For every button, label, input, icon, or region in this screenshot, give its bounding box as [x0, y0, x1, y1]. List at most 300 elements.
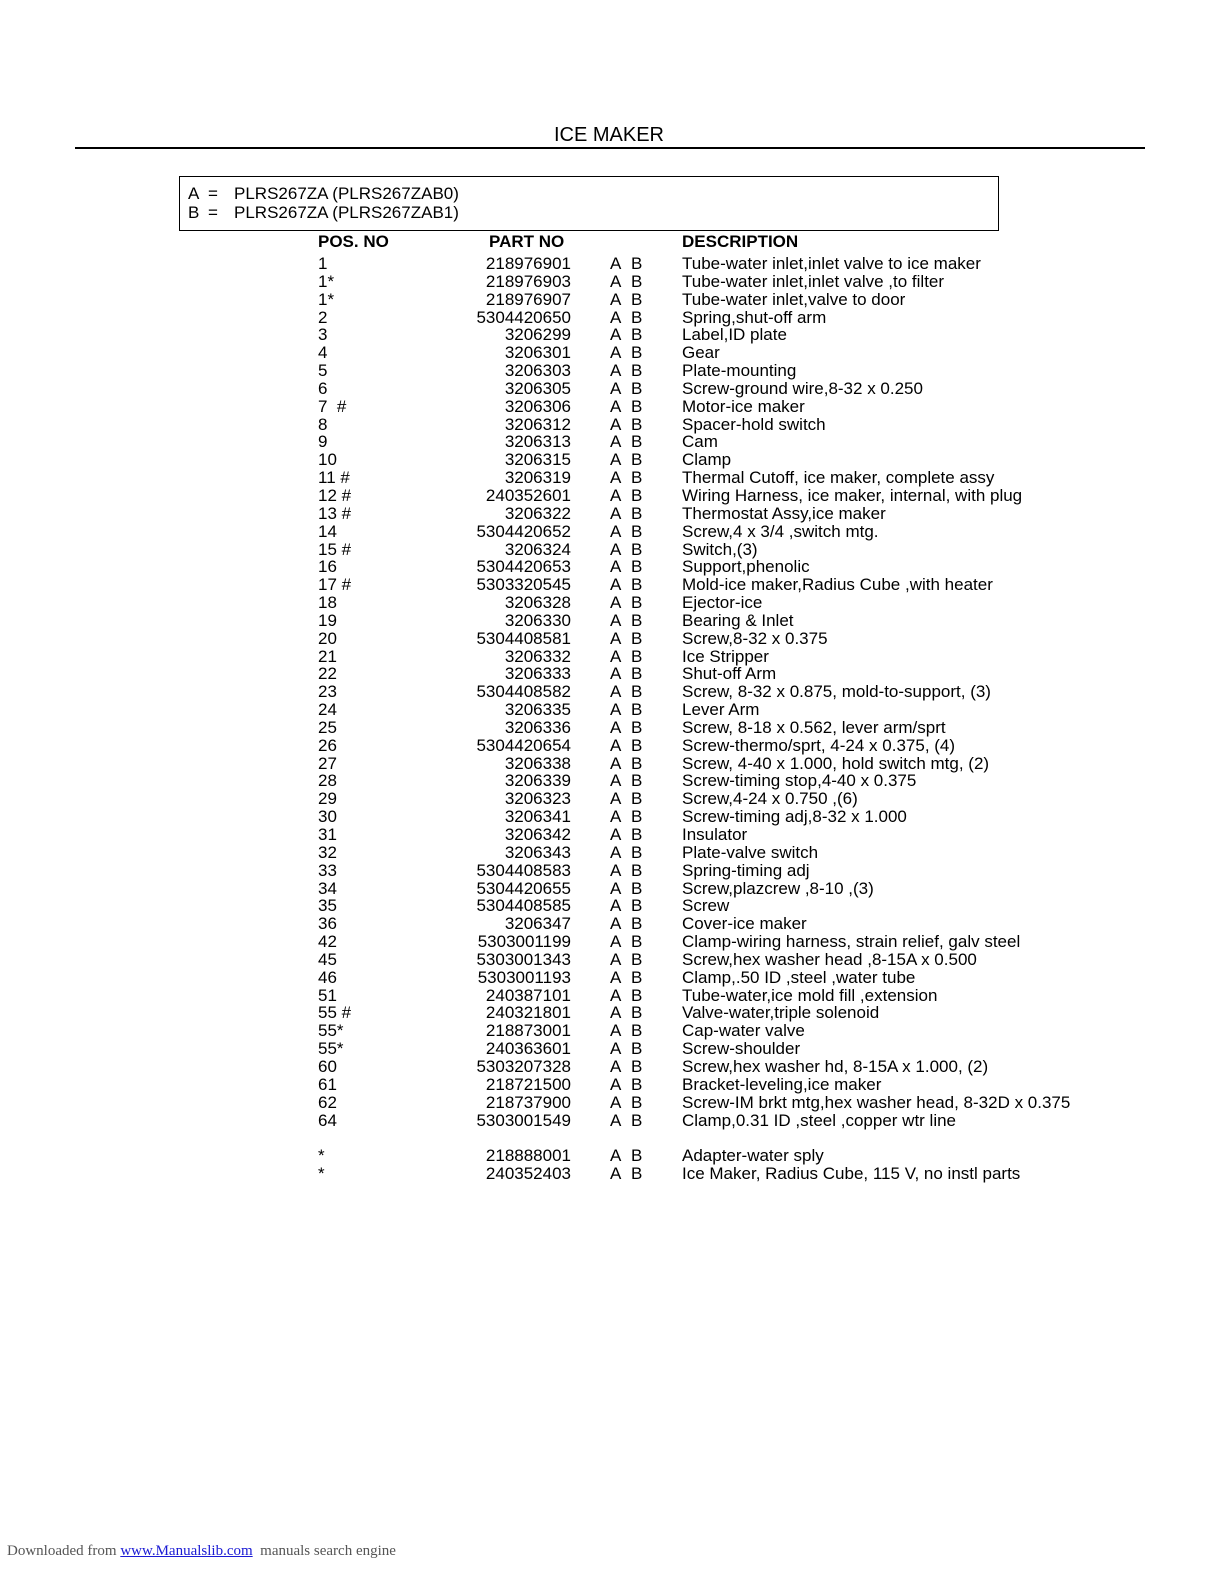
model-b-cell: B	[631, 1003, 643, 1023]
pos-no-cell: 35	[318, 896, 337, 916]
part-no-cell: 3206330	[504, 610, 571, 630]
part-row	[0, 880, 1224, 898]
part-no-cell: 5304408582	[476, 682, 571, 702]
model-equals: =	[208, 203, 218, 222]
model-a-cell: A	[610, 575, 622, 595]
model-b-cell: B	[631, 896, 643, 916]
model-b-cell: B	[631, 735, 643, 755]
model-a-cell: A	[610, 878, 622, 898]
part-row	[0, 469, 1224, 487]
description-cell: Screw,hex washer head ,8-15A x 0.500	[682, 949, 977, 969]
part-row	[0, 719, 1224, 737]
description-cell: Wiring Harness, ice maker, internal, with plug	[682, 485, 1023, 505]
part-no-cell: 3206343	[504, 842, 571, 862]
part-no-cell: 3206312	[504, 414, 571, 434]
description-cell: Plate-valve switch	[682, 842, 819, 862]
pos-no-cell: 25	[318, 717, 337, 737]
pos-no-cell: 1*	[318, 289, 335, 309]
description-cell: Screw,4-24 x 0.750 ,(6)	[682, 789, 858, 809]
part-no-cell: 218873001	[485, 1021, 571, 1041]
part-no-cell: 3206342	[504, 825, 571, 844]
part-no-cell: 3206323	[504, 789, 571, 809]
description-cell: Spring-timing adj	[682, 860, 810, 880]
model-b-cell: B	[631, 1074, 643, 1094]
description-cell: Cover-ice maker	[682, 914, 807, 934]
model-b-cell: B	[631, 450, 643, 470]
part-no-cell: 3206305	[504, 378, 571, 398]
part-no-cell: 3206303	[504, 361, 571, 381]
pos-no-cell: 1	[318, 254, 328, 273]
part-row	[0, 594, 1224, 612]
description-cell: Motor-ice maker	[682, 396, 805, 416]
part-no-cell: 3206332	[504, 646, 571, 666]
header-part-no: PART NO	[489, 232, 565, 251]
model-b-cell: B	[631, 414, 643, 434]
pos-no-cell: 2	[318, 307, 328, 327]
description-cell: Label,ID plate	[682, 325, 787, 345]
part-row	[0, 683, 1224, 701]
model-b-cell: B	[631, 396, 643, 416]
part-row	[0, 1058, 1224, 1076]
part-row	[0, 1022, 1224, 1040]
model-b-cell: B	[631, 825, 643, 844]
description-cell: Tube-water inlet,inlet valve to ice maker	[682, 254, 981, 273]
model-b-cell: B	[631, 967, 643, 987]
model-a-cell: A	[610, 1003, 622, 1023]
part-row	[0, 1076, 1224, 1094]
pos-no-cell: 34	[318, 878, 337, 898]
description-cell: Ice Stripper	[682, 646, 769, 666]
pos-no-cell: 6	[318, 378, 328, 398]
model-a-cell: A	[610, 1146, 622, 1166]
description-cell: Clamp	[682, 450, 732, 470]
description-cell: Switch,(3)	[682, 539, 758, 559]
part-row	[0, 291, 1224, 309]
model-a-cell: A	[610, 254, 622, 273]
part-no-cell: 240321801	[485, 1003, 571, 1023]
part-row	[0, 309, 1224, 327]
pos-no-cell: 7 #	[318, 396, 347, 416]
part-no-cell: 5303001193	[477, 967, 571, 987]
model-a-cell: A	[610, 646, 622, 666]
description-cell: Thermostat Assy,ice maker	[682, 503, 886, 523]
part-row	[0, 558, 1224, 576]
model-a-cell: A	[610, 1074, 622, 1094]
part-row	[0, 505, 1224, 523]
model-b-cell: B	[631, 700, 643, 720]
description-cell: Screw-shoulder	[682, 1039, 801, 1059]
part-no-cell: 3206339	[504, 771, 571, 791]
part-row	[0, 648, 1224, 666]
pos-no-cell: 9	[318, 432, 328, 452]
model-a-cell: A	[610, 967, 622, 987]
model-b-cell: B	[631, 468, 643, 488]
model-b-cell: B	[631, 289, 643, 309]
model-a-cell: A	[610, 628, 622, 648]
description-cell: Screw,hex washer hd, 8-15A x 1.000, (2)	[682, 1056, 989, 1076]
model-a-cell: A	[610, 539, 622, 559]
model-a-cell: A	[610, 914, 622, 934]
model-a-cell: A	[610, 985, 622, 1005]
model-b-cell: B	[631, 432, 643, 452]
description-cell: Spring,shut-off arm	[682, 307, 827, 327]
model-a-cell: A	[610, 717, 622, 737]
description-cell: Cap-water valve	[682, 1021, 805, 1041]
part-no-cell: 5304420650	[476, 307, 571, 327]
download-footer	[7, 1543, 396, 1560]
model-b-cell: B	[631, 1056, 643, 1076]
model-b-cell: B	[631, 485, 643, 505]
pos-no-cell: 60	[318, 1056, 337, 1076]
model-a-cell: A	[610, 1164, 622, 1184]
part-row	[0, 737, 1224, 755]
pos-no-cell: 51	[318, 985, 337, 1005]
description-cell: Screw,8-32 x 0.375	[682, 628, 828, 648]
part-no-cell: 5303207328	[476, 1056, 571, 1076]
model-b-cell: B	[631, 807, 643, 827]
pos-no-cell: 42	[318, 932, 337, 952]
model-a-cell: A	[610, 610, 622, 630]
description-cell: Tube-water,ice mold fill ,extension	[682, 985, 938, 1005]
part-no-cell: 3206315	[504, 450, 571, 470]
description-cell: Adapter-water sply	[682, 1146, 824, 1166]
pos-no-cell: 16	[318, 557, 337, 577]
part-row	[0, 362, 1224, 380]
model-a-cell: A	[610, 949, 622, 969]
part-row	[0, 1112, 1224, 1130]
part-row	[0, 844, 1224, 862]
pos-no-cell: 33	[318, 860, 337, 880]
pos-no-cell: 12 #	[318, 485, 352, 505]
model-a-cell: A	[610, 289, 622, 309]
part-no-cell: 5304420652	[476, 521, 571, 541]
model-b-cell: B	[631, 914, 643, 934]
model-a-cell: A	[610, 503, 622, 523]
model-value: PLRS267ZA (PLRS267ZAB0)	[234, 184, 459, 203]
description-cell: Clamp,.50 ID ,steel ,water tube	[682, 967, 916, 987]
part-row	[0, 933, 1224, 951]
part-row	[0, 701, 1224, 719]
pos-no-cell: 28	[318, 771, 337, 791]
pos-no-cell: 15 #	[318, 539, 352, 559]
part-no-cell: 3206328	[504, 593, 571, 613]
part-row	[0, 897, 1224, 915]
part-row	[0, 665, 1224, 683]
description-cell: Ejector-ice	[682, 593, 763, 613]
header-pos-no: POS. NO	[318, 232, 389, 251]
model-b-cell: B	[631, 575, 643, 595]
part-row	[0, 790, 1224, 808]
part-no-cell: 5304420653	[476, 557, 571, 577]
part-row	[0, 612, 1224, 630]
description-cell: Tube-water inlet,inlet valve ,to filter	[682, 271, 945, 291]
pos-no-cell: 64	[318, 1110, 337, 1130]
model-a-cell: A	[610, 414, 622, 434]
model-a-cell: A	[610, 860, 622, 880]
model-b-cell: B	[631, 1092, 643, 1112]
part-no-cell: 3206299	[504, 325, 571, 345]
description-cell: Thermal Cutoff, ice maker, complete assy	[682, 468, 995, 488]
pos-no-cell: 55*	[318, 1021, 344, 1041]
pos-no-cell: 22	[318, 664, 337, 684]
pos-no-cell: 46	[318, 967, 337, 987]
model-legend-row	[188, 203, 998, 222]
part-no-cell: 240363601	[485, 1039, 571, 1059]
model-a-cell: A	[610, 468, 622, 488]
footer-prefix: Downloaded from	[7, 1543, 121, 1559]
model-a-cell: A	[610, 307, 622, 327]
model-b-cell: B	[631, 325, 643, 345]
model-a-cell: A	[610, 789, 622, 809]
description-cell: Screw, 4-40 x 1.000, hold switch mtg, (2)	[682, 753, 990, 773]
part-no-cell: 3206322	[504, 503, 571, 523]
part-row	[0, 433, 1224, 451]
model-b-cell: B	[631, 628, 643, 648]
pos-no-cell: 18	[318, 593, 337, 613]
part-row	[0, 273, 1224, 291]
model-value: PLRS267ZA (PLRS267ZAB1)	[234, 203, 459, 222]
model-b-cell: B	[631, 949, 643, 969]
part-row	[0, 826, 1224, 844]
pos-no-cell: 31	[318, 825, 337, 844]
description-cell: Gear	[682, 343, 720, 363]
description-cell: Insulator	[682, 825, 748, 844]
part-row	[0, 326, 1224, 344]
pos-no-cell: 5	[318, 361, 328, 381]
model-b-cell: B	[631, 842, 643, 862]
model-b-cell: B	[631, 771, 643, 791]
description-cell: Screw-timing adj,8-32 x 1.000	[682, 807, 907, 827]
description-cell: Support,phenolic	[682, 557, 810, 577]
model-b-cell: B	[631, 1164, 643, 1184]
model-b-cell: B	[631, 985, 643, 1005]
model-a-cell: A	[610, 735, 622, 755]
part-no-cell: 218888001	[485, 1146, 571, 1166]
model-a-cell: A	[610, 557, 622, 577]
part-row	[0, 1147, 1224, 1165]
model-b-cell: B	[631, 1039, 643, 1059]
model-a-cell: A	[610, 271, 622, 291]
model-a-cell: A	[610, 682, 622, 702]
pos-no-cell: 61	[318, 1074, 337, 1094]
part-row	[0, 380, 1224, 398]
part-row	[0, 576, 1224, 594]
pos-no-cell: 62	[318, 1092, 337, 1112]
description-cell: Screw, 8-18 x 0.562, lever arm/sprt	[682, 717, 946, 737]
part-no-cell: 5304408585	[476, 896, 571, 916]
model-b-cell: B	[631, 646, 643, 666]
part-no-cell: 3206336	[504, 717, 571, 737]
pos-no-cell: 8	[318, 414, 328, 434]
pos-no-cell: 1*	[318, 271, 335, 291]
pos-no-cell: *	[318, 1146, 325, 1166]
model-b-cell: B	[631, 254, 643, 273]
part-no-cell: 3206301	[504, 343, 571, 363]
model-b-cell: B	[631, 343, 643, 363]
part-row	[0, 541, 1224, 559]
model-a-cell: A	[610, 896, 622, 916]
model-b-cell: B	[631, 932, 643, 952]
model-a-cell: A	[610, 521, 622, 541]
model-b-cell: B	[631, 682, 643, 702]
model-legend	[179, 176, 999, 231]
part-row	[0, 862, 1224, 880]
model-a-cell: A	[610, 825, 622, 844]
part-row	[0, 1165, 1224, 1183]
part-no-cell: 218976907	[485, 289, 571, 309]
description-cell: Screw-thermo/sprt, 4-24 x 0.375, (4)	[682, 735, 956, 755]
part-row	[0, 987, 1224, 1005]
description-cell: Ice Maker, Radius Cube, 115 V, no instl parts	[682, 1164, 1021, 1184]
part-no-cell: 3206313	[504, 432, 571, 452]
part-row	[0, 951, 1224, 969]
model-b-cell: B	[631, 1021, 643, 1041]
model-a-cell: A	[610, 842, 622, 862]
model-b-cell: B	[631, 557, 643, 577]
model-b-cell: B	[631, 717, 643, 737]
part-no-cell: 218976903	[485, 271, 571, 291]
part-row	[0, 969, 1224, 987]
part-row	[0, 255, 1224, 273]
part-no-cell: 240387101	[485, 985, 571, 1005]
model-a-cell: A	[610, 807, 622, 827]
part-row	[0, 398, 1224, 416]
pos-no-cell: 4	[318, 343, 328, 363]
model-a-cell: A	[610, 396, 622, 416]
description-cell: Screw,plazcrew ,8-10 ,(3)	[682, 878, 874, 898]
description-cell: Spacer-hold switch	[682, 414, 826, 434]
model-b-cell: B	[631, 860, 643, 880]
manualslib-link[interactable]: www.Manualslib.com	[120, 1543, 253, 1559]
model-b-cell: B	[631, 789, 643, 809]
part-no-cell: 5303001549	[476, 1110, 571, 1130]
parts-list	[0, 255, 1224, 1183]
model-a-cell: A	[610, 593, 622, 613]
model-a-cell: A	[610, 361, 622, 381]
description-cell: Clamp,0.31 ID ,steel ,copper wtr line	[682, 1110, 957, 1130]
model-a-cell: A	[610, 1056, 622, 1076]
model-b-cell: B	[631, 1146, 643, 1166]
part-row	[0, 1040, 1224, 1058]
part-no-cell: 218721500	[485, 1074, 571, 1094]
model-equals: =	[208, 184, 218, 203]
description-cell: Clamp-wiring harness, strain relief, galv steel	[682, 932, 1021, 952]
description-cell: Screw-timing stop,4-40 x 0.375	[682, 771, 917, 791]
model-b-cell: B	[631, 664, 643, 684]
part-row	[0, 523, 1224, 541]
model-b-cell: B	[631, 593, 643, 613]
pos-no-cell: 23	[318, 682, 337, 702]
part-row	[0, 1094, 1224, 1112]
model-a-cell: A	[610, 378, 622, 398]
part-row	[0, 1004, 1224, 1022]
model-b-cell: B	[631, 503, 643, 523]
model-b-cell: B	[631, 307, 643, 327]
part-row	[0, 755, 1224, 773]
description-cell: Shut-off Arm	[682, 664, 777, 684]
part-row	[0, 487, 1224, 505]
header-description: DESCRIPTION	[682, 232, 799, 251]
pos-no-cell: 55 #	[318, 1003, 352, 1023]
part-no-cell: 3206341	[504, 807, 571, 827]
part-no-cell: 5304420654	[476, 735, 571, 755]
part-row	[0, 772, 1224, 790]
model-a-cell: A	[610, 485, 622, 505]
pos-no-cell: 14	[318, 521, 337, 541]
model-a-cell: A	[610, 753, 622, 773]
model-a-cell: A	[610, 700, 622, 720]
part-no-cell: 5304408583	[476, 860, 571, 880]
part-no-cell: 218976901	[485, 254, 571, 273]
model-b-cell: B	[631, 378, 643, 398]
part-no-cell: 240352601	[485, 485, 571, 505]
description-cell: Tube-water inlet,valve to door	[682, 289, 906, 309]
part-no-cell: 3206347	[504, 914, 571, 934]
pos-no-cell: 55*	[318, 1039, 344, 1059]
model-key: A	[188, 184, 200, 203]
part-row	[0, 344, 1224, 362]
model-a-cell: A	[610, 432, 622, 452]
model-a-cell: A	[610, 450, 622, 470]
part-no-cell: 3206324	[504, 539, 571, 559]
pos-no-cell: 45	[318, 949, 337, 969]
description-cell: Screw-ground wire,8-32 x 0.250	[682, 378, 923, 398]
pos-no-cell: 13 #	[318, 503, 352, 523]
description-cell: Screw	[682, 896, 730, 916]
part-no-cell: 3206319	[504, 468, 571, 488]
pos-no-cell: 26	[318, 735, 337, 755]
part-no-cell: 5304420655	[476, 878, 571, 898]
pos-no-cell: 20	[318, 628, 337, 648]
part-row	[0, 630, 1224, 648]
model-key: B	[188, 203, 200, 222]
part-no-cell: 3206335	[504, 700, 571, 720]
pos-no-cell: 24	[318, 700, 337, 720]
page-title: ICE MAKER	[553, 124, 665, 146]
description-cell: Screw, 8-32 x 0.875, mold-to-support, (3)	[682, 682, 991, 702]
model-b-cell: B	[631, 610, 643, 630]
pos-no-cell: 32	[318, 842, 337, 862]
pos-no-cell: 21	[318, 646, 337, 666]
part-no-cell: 240352403	[485, 1164, 571, 1184]
pos-no-cell: 29	[318, 789, 337, 809]
footer-suffix: manuals search engine	[252, 1543, 396, 1559]
title-divider	[75, 147, 1145, 149]
pos-no-cell: 30	[318, 807, 337, 827]
pos-no-cell: *	[318, 1164, 325, 1184]
part-no-cell: 5304408581	[476, 628, 571, 648]
pos-no-cell: 36	[318, 914, 337, 934]
description-cell: Bracket-leveling,ice maker	[682, 1074, 882, 1094]
model-a-cell: A	[610, 325, 622, 345]
model-b-cell: B	[631, 753, 643, 773]
model-b-cell: B	[631, 878, 643, 898]
pos-no-cell: 17 #	[318, 575, 352, 595]
part-no-cell: 218737900	[485, 1092, 571, 1112]
part-no-cell: 5303320545	[476, 575, 571, 595]
pos-no-cell: 3	[318, 325, 328, 345]
description-cell: Plate-mounting	[682, 361, 797, 381]
pos-no-cell: 19	[318, 610, 337, 630]
description-cell: Valve-water,triple solenoid	[682, 1003, 880, 1023]
model-a-cell: A	[610, 1092, 622, 1112]
description-cell: Screw,4 x 3/4 ,switch mtg.	[682, 521, 879, 541]
part-row	[0, 808, 1224, 826]
part-row	[0, 915, 1224, 933]
model-a-cell: A	[610, 932, 622, 952]
part-row	[0, 451, 1224, 469]
description-cell: Cam	[682, 432, 718, 452]
